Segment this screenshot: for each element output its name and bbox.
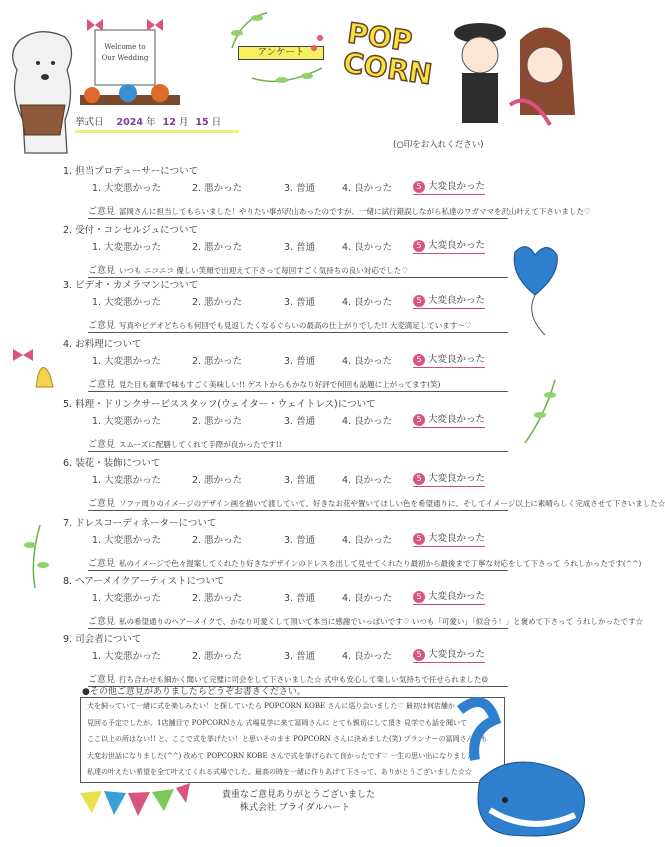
comment-field [88, 556, 642, 571]
date-label: 挙式日 [75, 117, 104, 128]
selected-circle-mark: 5 [413, 354, 425, 366]
rating-option-label: 大変良かった [428, 414, 486, 425]
rating-option-1[interactable]: 1. 大変悪かった [92, 593, 162, 604]
selected-circle-mark: 5 [413, 473, 425, 485]
rating-option-5-selected[interactable] [413, 646, 485, 663]
rating-option-5-selected[interactable] [413, 292, 485, 309]
selected-circle-mark: 5 [413, 591, 425, 603]
question-title: 1. 担当プロデューサーについて [63, 166, 199, 177]
rating-option-2[interactable]: 2. 悪かった [192, 416, 243, 427]
comment-label: ご意見 [88, 207, 116, 217]
rating-option-3[interactable]: 3. 普通 [284, 593, 316, 604]
comment-field [88, 614, 643, 629]
rating-option-5-selected[interactable] [413, 588, 485, 605]
dog-illustration [5, 25, 80, 155]
comment-field [88, 204, 591, 219]
date-day: 15 [195, 117, 209, 128]
bell-ribbon-icon [8, 345, 63, 400]
rating-option-4[interactable]: 4. 良かった [342, 416, 393, 427]
heart-balloon-icon [505, 240, 565, 340]
free-comment-line: 犬を飼っていて一緒に式を楽しみたい！と探していたら POPCORN KOBE さんに巡り会いました♡ 最初は何店舗か [87, 702, 455, 710]
comment-text: 冨岡さんに担当してもらいました！やりたい事が沢山あったのですが、一緒に試行錯誤しながら私達のワガママを沢山叶えて下さいました♡ [119, 207, 591, 216]
free-comment-heading: ●その他ご意見がありましたらどうぞお書きください。 [82, 687, 306, 697]
rating-option-1[interactable]: 1. 大変悪かった [92, 183, 162, 194]
comment-text: 写真やビデオどちらも何回でも見返したくなるぐらいの最高の仕上がりでした!! 大変満足しています〜♡ [119, 321, 472, 330]
rating-option-label: 大変良かった [428, 533, 486, 544]
free-comment-line: 見回る予定でしたが、1店舗目で POPCORNさん 式場見学に来て冨岡さんに とても親切にして頂き 見学でも話を聞いて [87, 718, 468, 727]
rating-option-3[interactable]: 3. 普通 [284, 535, 316, 546]
rating-option-label: 大変良かった [428, 473, 486, 484]
wedding-date [75, 114, 239, 133]
comment-label: ご意見 [88, 266, 116, 276]
comment-text: 見た目も豪華で味もすごく美味しい!! ゲストからもかなり好評で何回も話題に上がってます(笑) [119, 380, 441, 389]
comment-label: ご意見 [88, 321, 116, 331]
rating-option-2[interactable]: 2. 悪かった [192, 242, 243, 253]
comment-text: スムーズに配膳してくれて手際が良かったです!! [119, 440, 282, 449]
selected-circle-mark: 5 [413, 414, 425, 426]
selected-circle-mark: 5 [413, 533, 425, 545]
rating-option-3[interactable]: 3. 普通 [284, 183, 316, 194]
rating-option-1[interactable]: 1. 大変悪かった [92, 535, 162, 546]
comment-field [88, 437, 508, 452]
comment-text: いつも ニコニコ 優しい笑顔で出迎えて下さって毎回すごく気持ちの良い対応でした♡ [119, 266, 409, 275]
rating-option-2[interactable]: 2. 悪かった [192, 535, 243, 546]
leaf-branch-icon [15, 520, 55, 590]
free-comment-line: 私達の叶えたい希望を全て叶えてくれる式場でした。最高の時を一緒に作りあげて下さって、ありがとうございました☆☆ [87, 768, 472, 776]
rating-option-2[interactable]: 2. 悪かった [192, 183, 243, 194]
comment-text: ソファ周りのイメージのデザイン画を描いて渡していて、好きなお花や置いてほしい色を希望通りに、そしてイメージ以上に素晴らしく完成させて下さいました☆ [119, 499, 665, 508]
rating-option-4[interactable]: 4. 良かった [342, 593, 393, 604]
rating-option-3[interactable]: 3. 普通 [284, 651, 316, 662]
question-title: 9. 司会者について [63, 634, 142, 645]
couple-illustration [440, 5, 590, 140]
comment-label: ご意見 [88, 617, 116, 627]
question-title: 8. ヘアーメイクアーティストについて [63, 576, 225, 587]
rating-option-3[interactable]: 3. 普通 [284, 242, 316, 253]
comment-text: 打ち合わせも細かく聞いて完璧に司会をして下さいました☆ 式中も安心して楽しい気持ちで任せられました☺ [119, 675, 489, 684]
comment-text: 私のイメージで色々提案してくれたり好きなデザインのドレスを出して見せてくれたり最初から最後まで丁寧な対応をして下さって うれしかったです(^^) [119, 559, 642, 568]
rating-option-2[interactable]: 2. 悪かった [192, 593, 243, 604]
question-title: 2. 受付・コンセルジュについて [63, 225, 198, 236]
selected-circle-mark: 5 [413, 649, 425, 661]
rating-option-1[interactable]: 1. 大変悪かった [92, 651, 162, 662]
bunting-icon [80, 783, 190, 823]
comment-field [88, 318, 508, 333]
rating-option-label: 大変良かった [428, 354, 486, 365]
footer-thanks: 貴重なご意見ありがとうございました [222, 790, 376, 800]
rating-option-3[interactable]: 3. 普通 [284, 475, 316, 486]
rating-option-4[interactable]: 4. 良かった [342, 651, 393, 662]
rating-option-5-selected[interactable] [413, 351, 485, 368]
rating-option-2[interactable]: 2. 悪かった [192, 356, 243, 367]
comment-text: 私の希望通りのヘアーメイクで、かなり可愛くして頂いて本当に感謝でいっぱいです♡ いつも「可愛い」「似合う！」と褒めて下さって うれしかったです☆ [119, 617, 643, 626]
rating-option-label: 大変良かった [428, 591, 486, 602]
date-month-unit: 月 [178, 117, 189, 128]
comment-field [88, 377, 508, 392]
rating-option-3[interactable]: 3. 普通 [284, 297, 316, 308]
comment-label: ご意見 [88, 440, 116, 450]
rating-option-4[interactable]: 4. 良かった [342, 297, 393, 308]
rating-option-label: 大変良かった [428, 181, 486, 192]
rating-option-1[interactable]: 1. 大変悪かった [92, 475, 162, 486]
rating-option-5-selected[interactable] [413, 178, 485, 195]
selected-circle-mark: 5 [413, 295, 425, 307]
rating-option-5-selected[interactable] [413, 530, 485, 547]
comment-label: ご意見 [88, 559, 116, 569]
rating-option-2[interactable]: 2. 悪かった [192, 475, 243, 486]
free-comment-line: 大変お世話になりました(^^) 改めて POPCORN KOBE さんで式を挙げられて良かったです♡ 一生の思い出になりました!! [87, 751, 480, 760]
rating-option-5-selected[interactable] [413, 411, 485, 428]
comment-label: ご意見 [88, 499, 116, 509]
rating-option-4[interactable]: 4. 良かった [342, 475, 393, 486]
footer-company: 株式会社 ブライダルハート [240, 803, 350, 813]
rating-option-1[interactable]: 1. 大変悪かった [92, 242, 162, 253]
free-comment-line: ここ以上の所はない!! と、ここで式を挙げたい！と思いそのまま POPCORN さんに決めました(笑) プランナーの冨岡さんにも [87, 735, 488, 743]
selected-circle-mark: 5 [413, 181, 425, 193]
rating-option-3[interactable]: 3. 普通 [284, 356, 316, 367]
rating-option-4[interactable]: 4. 良かった [342, 356, 393, 367]
date-day-unit: 日 [211, 117, 222, 128]
instruction-text: (○印をお入れください) [393, 140, 484, 150]
rating-option-5-selected[interactable] [413, 470, 485, 487]
comment-label: ご意見 [88, 675, 116, 685]
date-month: 12 [162, 117, 176, 128]
survey-label: アンケート [238, 46, 324, 60]
rating-option-2[interactable]: 2. 悪かった [192, 297, 243, 308]
question-title: 3. ビデオ・カメラマンについて [63, 280, 199, 291]
leaf-branch-icon [520, 375, 560, 445]
comment-label: ご意見 [88, 380, 116, 390]
popcorn-logo: POP CORN [341, 16, 435, 92]
rating-option-1[interactable]: 1. 大変悪かった [92, 416, 162, 427]
rating-option-2[interactable]: 2. 悪かった [192, 651, 243, 662]
question-title: 4. お料理について [63, 339, 142, 350]
date-year: 2024 [116, 117, 143, 128]
rating-option-label: 大変良かった [428, 649, 486, 660]
rating-option-1[interactable]: 1. 大変悪かった [92, 297, 162, 308]
rating-option-1[interactable]: 1. 大変悪かった [92, 356, 162, 367]
question-title: 6. 装花・装飾について [63, 458, 161, 469]
rating-option-label: 大変良かった [428, 240, 486, 251]
rating-option-4[interactable]: 4. 良かった [342, 183, 393, 194]
rating-option-5-selected[interactable] [413, 237, 485, 254]
welcome-sign-illustration [80, 15, 185, 120]
whale-illustration [430, 690, 595, 840]
rating-option-3[interactable]: 3. 普通 [284, 416, 316, 427]
leaf-wreath-icon [222, 8, 332, 88]
welcome-sign-text: Welcome to Our Wedding [101, 43, 149, 62]
comment-field [88, 263, 508, 278]
rating-option-label: 大変良かった [428, 295, 486, 306]
comment-field [88, 496, 665, 511]
selected-circle-mark: 5 [413, 240, 425, 252]
date-year-unit: 年 [146, 117, 156, 128]
question-title: 5. 料理・ドリンクサービススタッフ(ウェイター・ウェイトレス)について [63, 399, 376, 410]
rating-option-4[interactable]: 4. 良かった [342, 535, 393, 546]
rating-option-4[interactable]: 4. 良かった [342, 242, 393, 253]
question-title: 7. ドレスコーディネーターについて [63, 518, 217, 529]
